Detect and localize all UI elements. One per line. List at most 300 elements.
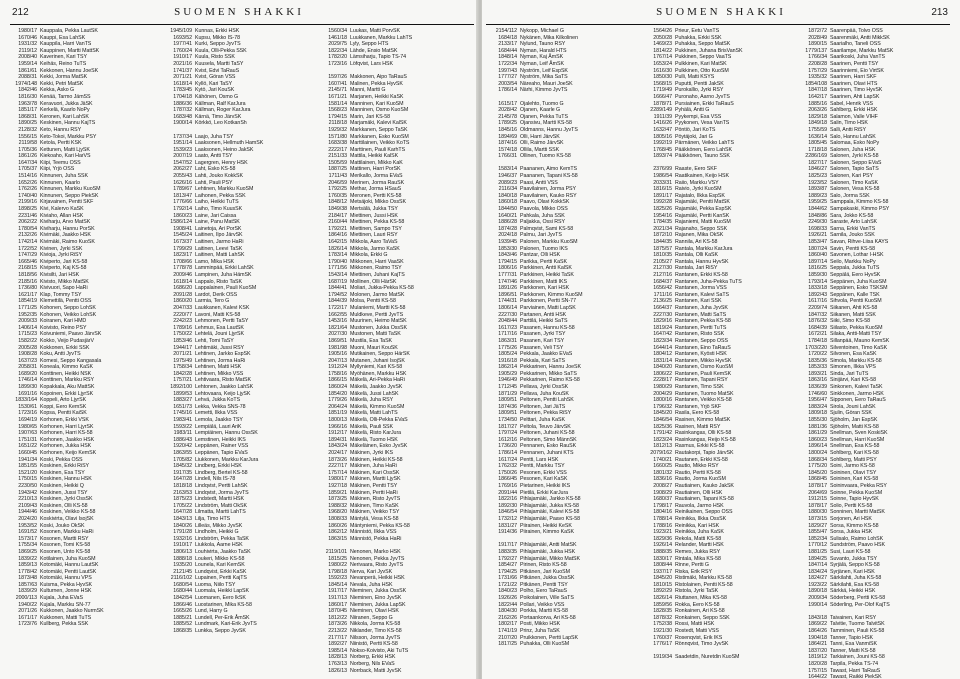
- rating-number: 2009/33: [18, 318, 37, 325]
- rating-entry: [800, 562, 952, 569]
- player-name: Lempiälä, Lauri AriK: [195, 423, 242, 430]
- rating-entry: [490, 153, 640, 160]
- rating-number: 1980/17: [18, 28, 37, 34]
- rating-entry: [165, 81, 315, 88]
- player-name: Tarkiainen, Jouni KS-58: [830, 654, 885, 661]
- rating-entry: [645, 160, 795, 167]
- rating-number: 1847/18: [808, 87, 827, 94]
- rating-number: 1530/61: [18, 403, 37, 410]
- rating-number: 1556/15: [18, 133, 37, 140]
- player-name: Sundström, Paavo HSK: [830, 542, 885, 549]
- rating-entry: [490, 351, 640, 358]
- player-name: Lamo, Mika HSK: [195, 258, 235, 265]
- rating-entry: [10, 345, 160, 352]
- player-name: Nenonen, Marko HSK: [350, 548, 401, 555]
- player-name: Lämsiharju, Tapio TS-74: [350, 54, 407, 61]
- rating-entry: [320, 180, 476, 187]
- rating-entry: [490, 536, 640, 543]
- player-name: Kosonen, Martti RSY: [40, 535, 89, 542]
- rating-entry: [165, 101, 315, 108]
- rating-number: 1794/52: [328, 291, 347, 298]
- player-name: Kopsa, Pentti KaiSK: [40, 410, 87, 417]
- player-name: Pitkänen, Pentti TSY: [520, 581, 568, 588]
- rating-entry: [165, 516, 315, 523]
- rating-number: 1845/20: [653, 575, 672, 582]
- rating-number: 1843/46: [498, 252, 517, 259]
- rating-number: 1980/29: [653, 384, 672, 391]
- rating-entry: [800, 588, 952, 595]
- rating-entry: [800, 503, 952, 510]
- player-name: Soininvaara, Pekka RSY: [830, 482, 887, 489]
- rating-number: 1618/14: [173, 278, 192, 285]
- rating-number: 2064/24: [328, 403, 347, 410]
- rating-number: 2062/27: [173, 166, 192, 173]
- rating-entry: [165, 140, 315, 147]
- player-name: Laiho, Timo KuusSK: [195, 206, 243, 213]
- rating-number: 2091/44: [498, 489, 517, 496]
- rating-number: 1666/47: [653, 93, 672, 100]
- player-name: Mutikainen, Seppo HärSK: [350, 351, 410, 358]
- rating-number: 1890/15: [808, 41, 827, 48]
- rating-number: 1680/44: [173, 588, 192, 595]
- rating-number: 1886/36: [173, 100, 192, 107]
- player-name: Soinne, Tapio HyvSK: [830, 496, 879, 503]
- rating-number: 1937/17: [653, 568, 672, 575]
- player-name: Ketola, Pertti KSK: [40, 140, 82, 147]
- rating-entry: [165, 285, 315, 292]
- rating-number: 1861/61: [18, 67, 37, 74]
- rating-number: 1935/32: [808, 74, 827, 81]
- rating-number: 1890/18: [808, 588, 827, 595]
- rating-number: 1824/27: [808, 575, 827, 582]
- rating-entry: [320, 232, 476, 239]
- rating-entry: [165, 549, 315, 556]
- rating-entry: [10, 391, 160, 398]
- player-name: Ojalehto, Tuomo G: [520, 100, 564, 107]
- player-name: Paavilainen, Kauko RSY: [520, 192, 577, 199]
- player-name: Sonninen, Martti MatSK: [830, 509, 885, 516]
- rating-entry: [800, 615, 952, 622]
- player-name: Koppi, Eero KemSK: [40, 403, 87, 410]
- rating-entry: [320, 279, 476, 286]
- rating-number: 1792/27: [498, 555, 517, 562]
- rating-entry: [10, 173, 160, 180]
- player-name: Särkilahti, Esa KS-58: [830, 581, 879, 588]
- rating-entry: [800, 582, 952, 589]
- rating-entry: [320, 48, 476, 55]
- rating-entry: [10, 199, 160, 206]
- rating-entry: [10, 74, 160, 81]
- rating-entry: [10, 305, 160, 312]
- rating-number: 1779/26: [328, 397, 347, 404]
- rating-number: 1910/17: [173, 54, 192, 61]
- player-name: Peltonen, Pekka RiSY: [520, 410, 572, 417]
- rating-entry: [800, 199, 952, 206]
- player-name: Koskinen, Erkki RiSY: [40, 463, 90, 470]
- rating-entry: [165, 410, 315, 417]
- rating-entry: [490, 279, 640, 286]
- rating-entry: [800, 41, 952, 48]
- rating-number: 1992/19: [653, 140, 672, 147]
- rating-number: 1673/37: [173, 239, 192, 245]
- player-name: Keskinen, Hannu KajTS: [40, 120, 96, 127]
- rating-entry: [800, 94, 952, 101]
- rating-number: 2163/53: [173, 489, 192, 496]
- rating-entry: [800, 536, 952, 543]
- rating-entry: [10, 404, 160, 411]
- rating-entry: [490, 318, 640, 325]
- player-name: Seppälä, Eero HyvSK: [830, 271, 881, 278]
- player-name: Rantanen, Osmo KuoSM: [675, 364, 733, 371]
- rating-number: 2220/77: [173, 311, 192, 318]
- rating-entry: [490, 68, 640, 75]
- rating-entry: [165, 621, 315, 628]
- player-name: Rantanen, Tapani RSY: [675, 377, 728, 384]
- rating-entry: [800, 153, 952, 160]
- rating-number: 1806/22: [653, 370, 672, 377]
- rating-number: 2151/33: [328, 153, 347, 160]
- player-name: Pollari, Veikko VSS: [520, 601, 565, 608]
- rating-number: 1711/16: [653, 291, 672, 298]
- rating-number: 1684/18: [498, 34, 517, 41]
- rating-entry: [165, 232, 315, 239]
- player-name: Lindstedt, Martti HSK: [195, 496, 244, 503]
- player-name: Lindberg, Bertel KS-58: [195, 469, 248, 476]
- rating-entry: [800, 48, 952, 55]
- player-name: Salonen, Juha HSK: [830, 146, 876, 153]
- rating-number: 1905/29: [498, 370, 517, 377]
- rating-number: 2160/44: [328, 219, 347, 226]
- player-name: Salo, Jorma SSK: [830, 192, 870, 199]
- player-name: Simola, Markku KS-58: [830, 357, 882, 364]
- rating-number: 1855/30: [808, 417, 827, 424]
- rating-number: 2071/21: [173, 74, 192, 81]
- rating-entry: [800, 483, 952, 490]
- rating-entry: [320, 443, 476, 450]
- rating-number: 1846/54: [653, 417, 672, 424]
- player-name: Ojanen, Kaarle G: [520, 107, 561, 114]
- player-name: Ristola, Jyrki TaSK: [675, 588, 719, 595]
- rating-entry: [165, 305, 315, 312]
- player-name: Paavo, Olavi KokkSK: [520, 199, 570, 206]
- rating-entry: [800, 305, 952, 312]
- rating-entry: [645, 279, 795, 286]
- player-name: Piirainen, Kimmo KaSK: [520, 529, 575, 536]
- rating-entry: [165, 443, 315, 450]
- player-name: Pihlajamäki, Antti MatSK: [520, 542, 577, 549]
- rating-number: 2222/17: [328, 146, 347, 153]
- rating-entry: [800, 81, 952, 88]
- player-name: Närhi, Kimmo JyvTS: [520, 87, 568, 94]
- player-name: Nieminen, Olavi HSK: [350, 608, 399, 615]
- player-name: Pitkänen, Jukka OssSK: [520, 575, 575, 582]
- player-name: Lindqvist, Jorma JyvTS: [195, 489, 249, 496]
- rating-entry: [800, 542, 952, 549]
- player-name: Söderberg, Pertti KS-58: [830, 595, 886, 602]
- rating-entry: [645, 81, 795, 88]
- rating-number: 1647/28: [173, 476, 192, 483]
- rating-number: 1564/26: [653, 28, 672, 34]
- player-name: Rautiainen, Tapani KS-58: [675, 496, 734, 503]
- player-name: Laitinen, Leevi TaSK: [195, 245, 243, 252]
- rating-entry: [10, 325, 160, 332]
- rating-entry: [490, 397, 640, 404]
- rating-entry: [645, 516, 795, 523]
- rating-number: 1896/51: [498, 291, 517, 298]
- rating-entry: [800, 186, 952, 193]
- rating-entry: [10, 54, 160, 61]
- player-name: Kivioja, Jyrki RiSY: [40, 252, 83, 259]
- rating-entry: [645, 536, 795, 543]
- rating-number: 1852/34: [808, 535, 827, 542]
- player-name: Savonen, Lothar I-HSK: [830, 252, 884, 259]
- rating-number: 1784/35: [653, 219, 672, 226]
- rating-entry: [800, 476, 952, 483]
- rating-entry: [490, 140, 640, 147]
- rating-number: 2007/19: [173, 153, 192, 160]
- player-name: Pekkarinen, Raimo KS-58: [520, 377, 580, 384]
- rating-entry: [320, 384, 476, 391]
- rating-entry: [165, 28, 315, 35]
- rating-number: 1873/26: [328, 456, 347, 463]
- rating-entry: [165, 509, 315, 516]
- rating-number: 2208/28: [808, 60, 827, 67]
- player-name: Rantanen, Pauli KemSK: [675, 370, 732, 377]
- rating-number: 1842/54: [173, 595, 192, 602]
- rating-entry: [490, 206, 640, 213]
- player-name: Keravuori, Jukka JäSK: [40, 100, 93, 107]
- player-name: Rasinen, Kimmo MatSK: [675, 417, 731, 424]
- rating-number: 1760/37: [653, 634, 672, 641]
- rating-entry: [800, 358, 952, 365]
- rating-number: 2009/34: [808, 595, 827, 602]
- rating-entry: [10, 213, 160, 220]
- player-name: Sorsa, Jukka HSK: [830, 529, 873, 536]
- rating-number: 1869/25: [18, 548, 37, 555]
- player-name: Kivi, Kalervo KaSK: [40, 206, 84, 213]
- page-number: 212: [12, 7, 29, 18]
- player-name: Kinnunen, Juha SSK: [40, 173, 88, 180]
- player-name: Pulli, Matti KSYS: [675, 74, 715, 81]
- rating-number: 1592/23: [328, 575, 347, 582]
- rating-entry: [320, 457, 476, 464]
- player-name: Korhonen, Jaakko HSK: [40, 436, 95, 443]
- rating-entry: [800, 285, 952, 292]
- rating-number: 1799/29: [173, 245, 192, 252]
- rating-entry: [10, 226, 160, 233]
- rating-number: 1583/14: [498, 166, 517, 173]
- player-name: Luukas, Matti PorvSK: [350, 28, 400, 34]
- rating-entry: [165, 345, 315, 352]
- player-name: Rantanen, Eino TaRauS: [675, 344, 731, 351]
- rating-entry: [490, 450, 640, 457]
- rating-entry: [800, 279, 952, 286]
- rating-entry: [10, 562, 160, 569]
- rating-entry: [320, 602, 476, 609]
- rating-entry: [320, 193, 476, 200]
- rating-entry: [320, 562, 476, 569]
- rating-entry: [165, 166, 315, 173]
- player-name: Mäkinen, Martti LjySK: [350, 476, 401, 483]
- player-name: Kenää, Tarmo JämSS: [40, 93, 91, 100]
- rating-number: 1868/34: [808, 456, 827, 463]
- player-name: Rautiainen, Olli HSK: [675, 489, 723, 496]
- player-name: Laukkanen, Kalevi KSK: [195, 304, 250, 311]
- rating-number: 1908/29: [653, 489, 672, 496]
- player-name: Nyström, Leif EspSK: [520, 67, 568, 74]
- player-name: Lilleäs, Mikko JyvSK: [195, 522, 243, 529]
- rating-entry: [165, 160, 315, 167]
- rating-entry: [320, 450, 476, 457]
- player-name: Saarinen, Pentti TSY: [830, 60, 879, 67]
- rating-entry: [800, 377, 952, 384]
- rating-entry: [490, 345, 640, 352]
- rating-entry: [10, 410, 160, 417]
- rating-entry: [320, 430, 476, 437]
- rating-number: 1469/23: [653, 41, 672, 48]
- rating-entry: [165, 595, 315, 602]
- rating-number: 1980/17: [328, 476, 347, 483]
- rating-entry: [165, 127, 315, 134]
- rating-number: 1850/30: [653, 74, 672, 81]
- player-name: Tanner, Matti KS-58: [830, 647, 876, 654]
- rating-entry: [645, 503, 795, 510]
- rating-number: 1597/26: [328, 74, 347, 81]
- rating-entry: [800, 463, 952, 470]
- rating-entry: [645, 61, 795, 68]
- player-name: Mäkelä, Pauli SSK: [350, 423, 394, 430]
- rating-number: 2005/28: [18, 344, 37, 351]
- rating-number: 1736/80: [18, 285, 37, 292]
- rating-entry: [10, 259, 160, 266]
- rating-entry: [800, 417, 952, 424]
- rating-entry: [320, 153, 476, 160]
- player-name: Louhivirta, Jaakko TaSK: [195, 548, 251, 555]
- rating-number: 1817/27: [498, 423, 517, 430]
- rating-number: 1723/16: [328, 60, 347, 67]
- rating-number: 2071/26: [18, 608, 37, 615]
- rating-number: 1872/10: [653, 232, 672, 239]
- player-name: Peltonen, Jari JäTS: [520, 403, 566, 410]
- rating-number: 1715/23: [18, 331, 37, 338]
- rating-entry: [165, 153, 315, 160]
- rating-entry: [645, 259, 795, 266]
- player-name: Kiviaho, Allan HSK: [40, 212, 84, 219]
- rating-entry: [10, 516, 160, 523]
- rating-number: 1854/27: [498, 562, 517, 569]
- player-name: Salonen, Seppo EVaS: [830, 159, 882, 166]
- rating-number: 1809/51: [498, 397, 517, 404]
- player-name: Liukkola, Aarne HSK: [195, 542, 243, 549]
- rating-number: 1763/13: [328, 661, 347, 667]
- rating-number: 2119/58: [18, 140, 37, 147]
- player-name: Norberg, Erkki HSK: [350, 654, 396, 661]
- player-name: Koppeli, Arto LjyrSK: [40, 397, 87, 404]
- rating-number: 1892/27: [328, 641, 347, 648]
- player-name: Lehtinen, Mikko VSS: [195, 370, 244, 377]
- player-name: Rantanen, Timo SSK: [675, 384, 724, 391]
- header-rule: [10, 24, 474, 25]
- rating-number: 1656/42: [653, 285, 672, 292]
- player-name: Snellman, Sven KoskiSK: [830, 430, 888, 437]
- rating-number: 1691/52: [18, 529, 37, 536]
- rating-entry: [645, 562, 795, 569]
- player-name: Korhonen, Jukka HSK: [40, 443, 92, 450]
- player-name: Myllyniemi, Kari KS-58: [350, 364, 403, 371]
- player-name: Koskinen, Jussi TSY: [40, 489, 88, 496]
- rating-number: 1914/36: [498, 529, 517, 536]
- player-name: Pelttari, Juha KaSK: [520, 417, 565, 424]
- rating-number: 1800/13: [328, 417, 347, 424]
- rating-entry: [165, 575, 315, 582]
- player-name: Sinkkonen, Jarmo HSK: [830, 390, 884, 397]
- player-name: Pentti, Markku TSY: [520, 463, 565, 470]
- rating-number: 1870/45: [328, 608, 347, 615]
- rating-number: 2128/32: [18, 126, 37, 133]
- rating-number: 1830/17: [653, 555, 672, 562]
- rating-number: 1837/20: [808, 647, 827, 654]
- player-name: Pasanen, Jyrki TSY: [520, 331, 566, 338]
- player-name: Rajanen, Mika OkSK: [675, 232, 724, 239]
- rating-number: 1760/24: [173, 47, 192, 54]
- rating-number: 1819/24: [653, 324, 672, 331]
- rating-number: 1778/78: [173, 265, 192, 272]
- player-name: Rantanen, Jorma VSS: [675, 285, 727, 292]
- rating-number: 1912/17: [328, 430, 347, 437]
- player-name: Rantanen, Kalevi SaTS: [675, 291, 730, 298]
- rating-entry: [645, 120, 795, 127]
- rating-number: 1941/34: [18, 456, 37, 463]
- rating-entry: [320, 483, 476, 490]
- rating-entry: [10, 470, 160, 477]
- player-name: Soininen, Kari KS-58: [830, 476, 879, 483]
- rating-entry: [490, 101, 640, 108]
- player-name: Kunnas, Erkki HSK: [195, 28, 240, 34]
- rating-number: 1968/20: [328, 509, 347, 516]
- rating-number: 1626/16: [173, 179, 192, 186]
- rating-entry: [645, 325, 795, 332]
- rating-entry: [165, 608, 315, 615]
- player-name: Kärnä, Timo JärvSK: [195, 113, 242, 120]
- player-name: Luukkanen, Markku LahTS: [350, 34, 413, 41]
- rating-number: 1792/14: [173, 206, 192, 213]
- player-name: Puputti, Pentti JakSK: [675, 80, 724, 87]
- rating-entry: [10, 569, 160, 576]
- rating-entry: [165, 74, 315, 81]
- player-name: Lehtelä, Jouni LjyrSK: [195, 331, 245, 338]
- rating-number: 1719/49: [653, 87, 672, 94]
- player-name: Lehtivaara, Risto MatSK: [195, 377, 251, 384]
- rating-entry: [645, 424, 795, 431]
- rating-number: 1859/56: [653, 601, 672, 608]
- rating-number: 2145/71: [328, 87, 347, 94]
- rating-entry: [165, 556, 315, 563]
- rating-number: 1874/36: [498, 403, 517, 410]
- rating-entry: [165, 54, 315, 61]
- rating-number: 1845/32: [173, 463, 192, 470]
- rating-number: 1741/37: [173, 67, 192, 74]
- rating-number: 1712/45: [498, 384, 517, 391]
- player-name: Laajo, Juha TSY: [195, 133, 234, 140]
- player-name: Koskinen, Heikki Q: [40, 482, 84, 489]
- rating-number: 1802/17: [498, 621, 517, 628]
- rating-number: 2063/26: [808, 107, 827, 114]
- player-name: Laht, Esko KS-58: [195, 166, 236, 173]
- rating-number: 1864/26: [808, 628, 827, 635]
- rating-number: 1547/52: [173, 159, 192, 166]
- rating-number: 1752/38: [653, 621, 672, 628]
- player-name: Ollinen, Tuomo KS-58: [520, 153, 571, 160]
